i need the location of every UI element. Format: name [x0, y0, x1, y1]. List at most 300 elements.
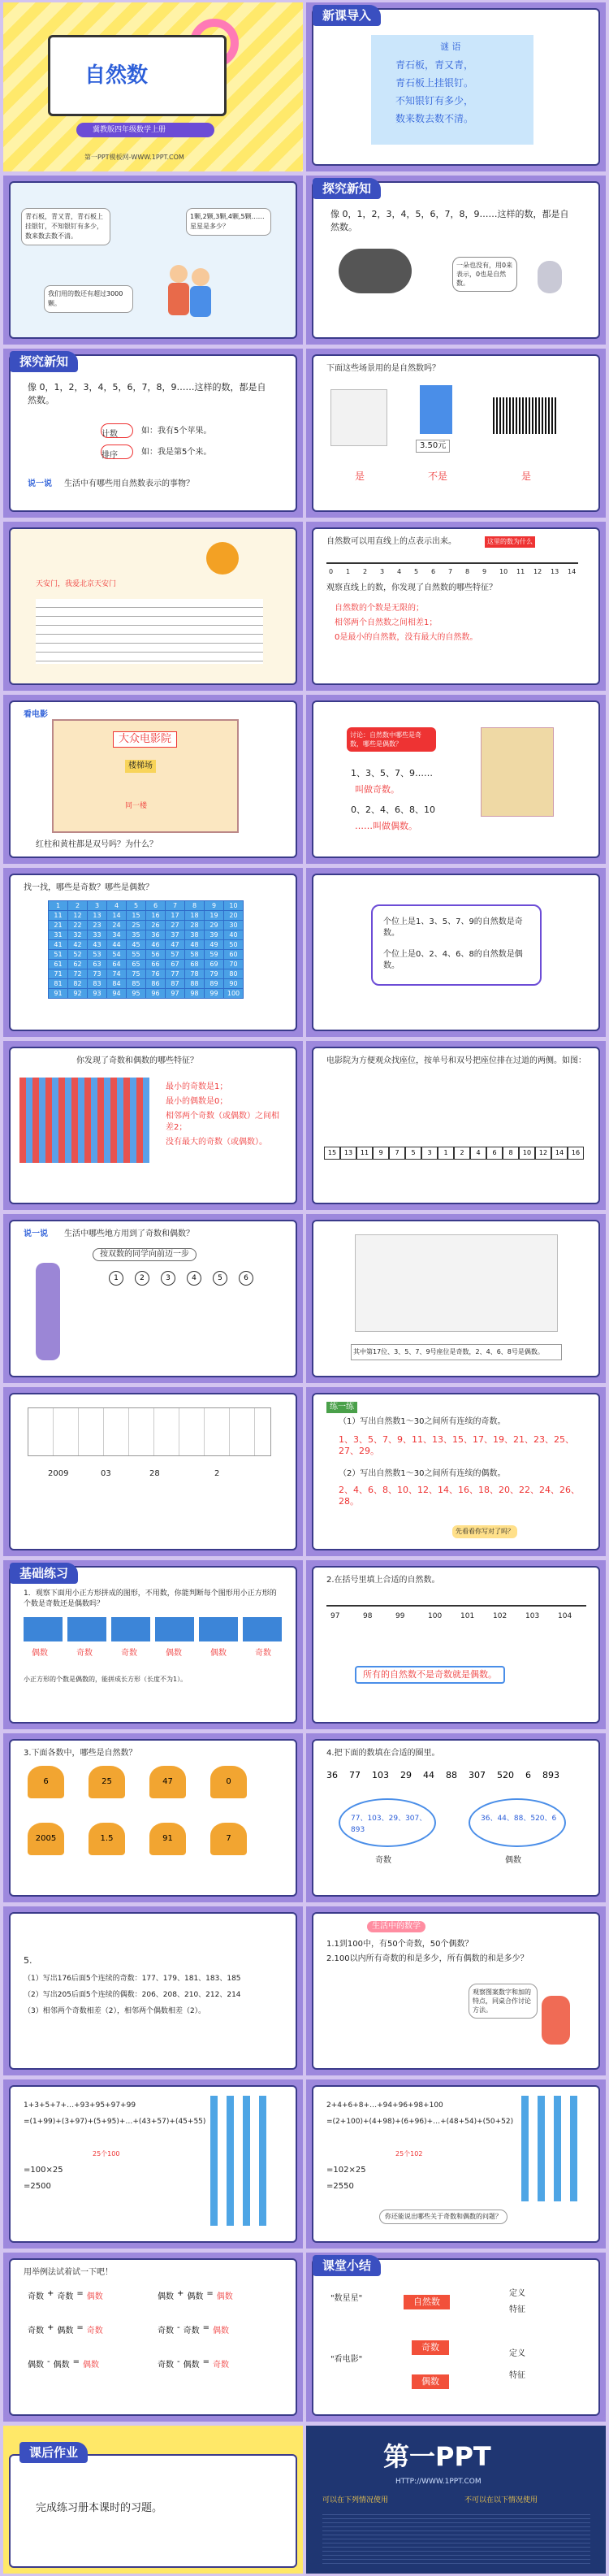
rule-token: -	[47, 2357, 50, 2366]
tick-label: 6	[431, 568, 436, 575]
chart-cell: 86	[146, 979, 166, 989]
slide-header: 课堂小结	[313, 2255, 381, 2276]
chart-cell: 65	[127, 960, 146, 969]
say-tag: 说一说	[24, 1229, 48, 1238]
chart-cell: 25	[127, 921, 146, 930]
chart-cell: 87	[166, 979, 185, 989]
chart-cell: 21	[49, 921, 68, 930]
feature-item: 相邻两个自然数之间相差1；	[335, 618, 438, 627]
sun-icon	[206, 542, 239, 575]
tick-label: 3	[380, 568, 385, 575]
riddle-line: 数来数去数不清。	[395, 113, 474, 124]
seat: 14	[551, 1147, 568, 1160]
chart-cell: 56	[146, 950, 166, 960]
answer-label: 是	[521, 471, 532, 482]
right-title: 不可以在以下情况使用	[464, 2496, 538, 2504]
chart-cell: 3	[88, 901, 107, 911]
seat: 13	[340, 1147, 356, 1160]
question: （2）写出自然数1～30之间所有连续的偶数。	[339, 1469, 506, 1478]
tip-bubble: 你还能说出哪些关于奇数和偶数的问题？	[379, 2210, 508, 2224]
chart-cell: 75	[127, 969, 146, 979]
list-number: 44	[423, 1770, 434, 1780]
chart-cell: 24	[107, 921, 127, 930]
number-label: 03	[101, 1469, 111, 1478]
seat: 12	[535, 1147, 551, 1160]
leaf-number: 6	[28, 1766, 64, 1798]
slide-homework	[3, 2426, 303, 2574]
rule-token: 奇数	[158, 2327, 174, 2335]
milk-image	[420, 385, 452, 434]
chart-cell: 29	[205, 921, 224, 930]
definition-text: 像 0，1，2，3，4，5，6，7，8，9……这样的数，都是自然数。	[330, 209, 569, 232]
summary-box: 奇数	[412, 2340, 449, 2355]
slide-header: 新课导入	[313, 5, 381, 26]
chart-cell: 90	[224, 979, 244, 989]
chart-cell: 76	[146, 969, 166, 979]
discussion-bubble: 讨论：自然数中哪些是奇数，哪些是偶数？	[347, 727, 436, 752]
summary-right: 特征	[509, 2305, 525, 2314]
seat-map-image	[355, 1234, 558, 1332]
riddle-line: 青石板上挂银钉。	[395, 77, 474, 89]
chart-cell: 58	[185, 950, 205, 960]
chart-cell: 96	[146, 989, 166, 999]
slide-number-line	[306, 522, 606, 691]
chart-cell: 80	[224, 969, 244, 979]
tick-label: 13	[551, 568, 559, 575]
banner: 按双数的同学向前迈一步	[93, 1248, 197, 1261]
leaf-number: 2005	[28, 1823, 64, 1855]
number-label: 2009	[48, 1469, 69, 1478]
chart-cell: 17	[166, 911, 185, 921]
slide-example-rules	[3, 2253, 303, 2422]
seat: 7	[389, 1147, 405, 1160]
even-rule: 个位上是0、2、4、6、8的自然数是偶数。	[383, 950, 523, 970]
slide-basic-5	[3, 1906, 303, 2075]
parity-label: 奇数	[121, 1649, 137, 1658]
seat: 4	[470, 1147, 486, 1160]
chart-cell: 42	[68, 940, 88, 950]
leaf-number: 25	[89, 1766, 125, 1798]
chart-cell: 52	[68, 950, 88, 960]
equation-line: =100×25	[24, 2166, 63, 2175]
chart-cell: 33	[88, 930, 107, 940]
equation-line: =2550	[326, 2182, 354, 2191]
fine-print	[322, 2511, 590, 2564]
seat: 1	[438, 1147, 454, 1160]
number-list	[326, 1770, 559, 1780]
rule-token: 奇数	[158, 2361, 174, 2370]
seat: 10	[519, 1147, 535, 1160]
chart-cell: 37	[166, 930, 185, 940]
note-bubble: 一朵也没有，用0来表示，0也是自然数。	[452, 257, 517, 292]
teacher-figure	[36, 1263, 60, 1360]
rule-token: 奇数	[28, 2327, 44, 2335]
chart-cell: 60	[224, 950, 244, 960]
student-numbers	[109, 1271, 253, 1286]
rule-token: =	[206, 2289, 214, 2298]
chart-cell: 26	[146, 921, 166, 930]
rule-row	[158, 2323, 229, 2335]
list-number: 6	[525, 1770, 531, 1780]
rule-token: 偶数	[183, 2361, 200, 2370]
slide-stars	[3, 176, 303, 345]
list-number: 520	[497, 1770, 514, 1780]
slide-cover	[3, 2, 303, 171]
slide-header: 探究新知	[10, 351, 78, 372]
chart-cell: 13	[88, 911, 107, 921]
slide-body	[312, 1912, 600, 2070]
chart-cell: 73	[88, 969, 107, 979]
rule-token: 奇数	[213, 2361, 229, 2370]
chart-cell: 50	[224, 940, 244, 950]
chart-cell: 30	[224, 921, 244, 930]
leaf-number: 91	[149, 1823, 186, 1855]
calendar-image	[330, 389, 387, 446]
rule-token: 偶数	[187, 2292, 204, 2301]
summary-box: 自然数	[404, 2295, 450, 2309]
chart-cell: 89	[205, 979, 224, 989]
list-number: 103	[372, 1770, 389, 1780]
seat: 5	[405, 1147, 421, 1160]
question-tag: 这里的数为什么	[485, 536, 535, 548]
chart-cell: 2	[68, 901, 88, 911]
answer-label: 不是	[428, 471, 448, 482]
rule-token: 偶数	[53, 2361, 70, 2370]
rule-row	[158, 2289, 233, 2301]
tag: 看电影	[24, 710, 48, 719]
tag: 生活中的数学	[367, 1921, 425, 1932]
chart-cell: 48	[185, 940, 205, 950]
rule-token: 偶数	[213, 2327, 229, 2335]
chart-cell: 57	[166, 950, 185, 960]
chart-cell: 70	[224, 960, 244, 969]
number-bar	[554, 2096, 561, 2201]
chart-cell: 18	[185, 911, 205, 921]
feature-item: 最小的偶数是0；	[166, 1097, 228, 1106]
chart-cell: 84	[107, 979, 127, 989]
slide-song	[3, 522, 303, 691]
slide-basic-2	[306, 1560, 606, 1729]
answer: 2、4、6、8、10、12、14、16、18、20、22、24、26、28。	[339, 1485, 580, 1507]
ruler	[326, 1605, 586, 1607]
conclusion: 所有的自然数不是奇数就是偶数。	[355, 1666, 505, 1684]
slide-explore-2	[3, 349, 303, 518]
chart-cell: 81	[49, 979, 68, 989]
feature-item: 相邻两个奇数（或偶数）之间相差2；	[166, 1112, 279, 1132]
chart-cell: 27	[166, 921, 185, 930]
summary-right: 特征	[509, 2371, 525, 2380]
chart-cell: 1	[49, 901, 68, 911]
question: 4.把下面的数填在合适的圈里。	[326, 1749, 440, 1758]
rule-token: =	[76, 2323, 84, 2332]
chart-cell: 19	[205, 911, 224, 921]
chart-cell: 22	[68, 921, 88, 930]
chart-cell: 78	[185, 969, 205, 979]
question: 观察直线上的数，你发现了自然数的哪些特征？	[326, 583, 497, 592]
number-label: 2	[214, 1469, 220, 1478]
chart-cell: 38	[185, 930, 205, 940]
note: 小正方形的个数是偶数的，能拼成长方形（长度不为1）。	[24, 1676, 188, 1683]
list-number: 88	[446, 1770, 457, 1780]
order-example: 如：我是第5个来。	[141, 448, 212, 457]
count-label: 计数	[101, 423, 133, 438]
caption: 其中第17位、3、5、7、9号座位是奇数，2、4、6、8号是偶数。	[351, 1344, 562, 1360]
tick-label: 11	[516, 568, 525, 575]
question: 2.100以内所有奇数的和是多少，所有偶数的和是多少？	[326, 1954, 529, 1963]
riddle-title: 谜 语	[440, 41, 461, 52]
chart-cell: 4	[107, 901, 127, 911]
rule-token: =	[202, 2323, 209, 2332]
chart-cell: 88	[185, 979, 205, 989]
chart-cell: 14	[107, 911, 127, 921]
cover-title: 自然数	[84, 63, 149, 88]
chart-cell: 98	[185, 989, 205, 999]
slide-body	[312, 1566, 600, 1724]
number-bar	[521, 2096, 529, 2201]
odd-label: 叫做奇数。	[355, 784, 400, 795]
chart-cell: 63	[88, 960, 107, 969]
chart-cell: 44	[107, 940, 127, 950]
tick-label: 10	[499, 568, 508, 575]
chart-cell: 43	[88, 940, 107, 950]
homework-text: 完成练习册本课时的习题。	[36, 2502, 163, 2514]
count-note: 25个100	[93, 2150, 120, 2158]
seat: 3	[421, 1147, 438, 1160]
chart-cell: 54	[107, 950, 127, 960]
tick-label: 7	[448, 568, 453, 575]
slide-header: 课后作业	[19, 2442, 88, 2463]
barcode-image	[493, 397, 558, 434]
price-tag: 3.50元	[416, 440, 450, 453]
odd-label: 奇数	[375, 1856, 391, 1865]
count-example: 如：我有5个苹果。	[141, 427, 212, 436]
slide-seats	[306, 1041, 606, 1210]
order-label: 排序	[101, 445, 133, 459]
question: 5.	[24, 1955, 32, 1966]
rule-token: 偶数	[86, 2292, 103, 2301]
rule-token: 奇数	[28, 2292, 44, 2301]
equation-line: 2+4+6+8+…+94+96+98+100	[326, 2101, 443, 2110]
count-note: 25个102	[395, 2150, 423, 2158]
cover-subtitle: 冀教版四年级数学上册	[93, 126, 166, 134]
rule-row	[28, 2289, 103, 2301]
slide-body	[9, 181, 297, 339]
chart-cell: 15	[127, 911, 146, 921]
slide-basic-3	[3, 1733, 303, 1902]
chart-cell: 11	[49, 911, 68, 921]
seat-row	[324, 1147, 584, 1160]
riddle-line: 不知银钉有多少，	[395, 95, 474, 106]
chart-cell: 47	[166, 940, 185, 950]
slide-header: 探究新知	[313, 178, 381, 199]
rule-token: 偶数	[83, 2361, 99, 2370]
speech-bubble: 我们用的数还有超过3000颗。	[44, 285, 133, 313]
list-number: 29	[400, 1770, 412, 1780]
equation-line: 1+3+5+7+…+93+95+97+99	[24, 2101, 136, 2110]
list-number: 36	[326, 1770, 338, 1780]
slide-basic-4	[306, 1733, 606, 1902]
chart-cell: 32	[68, 930, 88, 940]
leaf-number: 47	[149, 1766, 186, 1798]
rule-token: =	[202, 2357, 209, 2366]
rule-token: 偶数	[28, 2361, 44, 2370]
slide-intro	[306, 2, 606, 171]
list-number: 77	[349, 1770, 361, 1780]
slide-odd-even-def	[306, 695, 606, 864]
chart-cell: 55	[127, 950, 146, 960]
intro-text: 自然数可以用直线上的点表示出来。	[326, 537, 456, 546]
odd-rule: 个位上是1、3、5、7、9的自然数是奇数。	[383, 917, 523, 938]
rule-row	[158, 2357, 229, 2370]
number-bar	[210, 2096, 218, 2226]
slide-practice-1	[306, 1387, 606, 1556]
student-number: 4	[187, 1271, 201, 1286]
chart-cell: 79	[205, 969, 224, 979]
chart-cell: 23	[88, 921, 107, 930]
ruler-tick: 104	[558, 1612, 572, 1620]
url: HTTP://WWW.1PPT.COM	[395, 2478, 482, 2486]
say-tag: 说一说	[28, 479, 52, 488]
tick-label: 0	[329, 568, 334, 575]
feature-item: 0是最小的自然数，没有最大的自然数。	[335, 633, 478, 642]
chart-cell: 7	[166, 901, 185, 911]
chart-cell: 28	[185, 921, 205, 930]
ruler-tick: 97	[330, 1612, 340, 1620]
chart-cell: 34	[107, 930, 127, 940]
chart-cell: 93	[88, 989, 107, 999]
notepad-image	[481, 727, 554, 817]
parity-label: 偶数	[32, 1649, 48, 1658]
rule-token: 奇数	[86, 2327, 103, 2335]
chart-cell: 71	[49, 969, 68, 979]
slide-cinema	[3, 695, 303, 864]
chart-cell: 61	[49, 960, 68, 969]
leaf-number: 1.5	[89, 1823, 125, 1855]
chart-cell: 100	[224, 989, 244, 999]
tick-label: 12	[533, 568, 542, 575]
door-label: 楼梯场	[125, 760, 156, 773]
rule-token: 偶数	[57, 2327, 74, 2335]
summary-box: 偶数	[412, 2374, 449, 2389]
slide-id-card	[3, 1387, 303, 1556]
slide-body	[312, 700, 600, 858]
chart-cell: 53	[88, 950, 107, 960]
slide-end	[306, 2426, 606, 2574]
chart-cell: 31	[49, 930, 68, 940]
chart-cell: 94	[107, 989, 127, 999]
chart-cell: 68	[185, 960, 205, 969]
seat: 15	[324, 1147, 340, 1160]
rule-row	[28, 2357, 99, 2370]
slide-basic-1	[3, 1560, 303, 1729]
question: 生活中哪些地方用到了奇数和偶数？	[64, 1229, 194, 1238]
even-example: 0、2、4、6、8、10	[351, 804, 435, 815]
chart-cell: 92	[68, 989, 88, 999]
chart-cell: 77	[166, 969, 185, 979]
chart-cell: 95	[127, 989, 146, 999]
chart-cell: 5	[127, 901, 146, 911]
answer-line: （3）相邻两个奇数相差（2），相邻两个偶数相差（2）。	[24, 2007, 206, 2015]
seat: 6	[486, 1147, 503, 1160]
sheet-music	[36, 599, 263, 664]
rule-token: -	[177, 2323, 180, 2332]
leaf-number: 0	[210, 1766, 247, 1798]
rule-token: -	[177, 2357, 180, 2366]
student-number: 6	[239, 1271, 253, 1286]
odd-example: 1、3、5、7、9……	[351, 768, 433, 778]
student-number: 5	[213, 1271, 227, 1286]
chart-cell: 72	[68, 969, 88, 979]
student-number: 3	[161, 1271, 175, 1286]
even-label: ……叫做偶数。	[355, 821, 417, 831]
tick-label: 9	[482, 568, 487, 575]
equation-line: =(1+99)+(3+97)+(5+95)+…+(43+57)+(45+55)	[24, 2118, 206, 2126]
equation-line: =2500	[24, 2182, 51, 2191]
even-values: 36、44、88、520、6	[481, 1815, 557, 1823]
chart-cell: 83	[88, 979, 107, 989]
tick-label: 8	[465, 568, 470, 575]
slide-summary	[306, 2253, 606, 2422]
tip-bubble: 观察图案数字和加的特点，同桌合作讨论方法。	[469, 1984, 538, 2019]
rule-token: =	[72, 2357, 80, 2366]
chart-cell: 66	[146, 960, 166, 969]
rule-token: +	[47, 2289, 54, 2298]
ruler-tick: 102	[493, 1612, 508, 1620]
question: （1）写出自然数1～30之间所有连续的奇数。	[339, 1417, 506, 1426]
chart-cell: 10	[224, 901, 244, 911]
chart-cell: 46	[146, 940, 166, 950]
left-title: 可以在下列情况使用	[322, 2496, 389, 2504]
chart-cell: 67	[166, 960, 185, 969]
intro-text: 电影院为方便观众找座位，按单号和双号把座位排在过道的两侧。如图：	[326, 1056, 586, 1065]
seat: 9	[373, 1147, 389, 1160]
song-caption: 天安门，我爱北京天安门	[36, 580, 117, 588]
slide-title: 你发现了奇数和偶数的哪些特征？	[76, 1056, 198, 1065]
chart-cell: 45	[127, 940, 146, 950]
rule-token: +	[47, 2323, 54, 2332]
seat: 11	[356, 1147, 373, 1160]
cat-icon	[538, 261, 562, 293]
chart-cell: 9	[205, 901, 224, 911]
chart-cell: 59	[205, 950, 224, 960]
rule-token: 偶数	[158, 2292, 174, 2301]
list-number: 893	[542, 1770, 559, 1780]
equation-line: =102×25	[326, 2166, 366, 2175]
square-figures	[24, 1617, 283, 1641]
ruler-tick: 98	[363, 1612, 373, 1620]
ruler-tick: 100	[428, 1612, 443, 1620]
seat: 16	[568, 1147, 584, 1160]
chart-cell: 49	[205, 940, 224, 950]
number-bar	[570, 2096, 577, 2201]
tick-label: 1	[346, 568, 351, 575]
leaf-number: 7	[210, 1823, 247, 1855]
answer-line: （2）写出205后面5个连续的偶数：206、208、210、212、214	[24, 1991, 241, 1999]
tick-label: 14	[568, 568, 577, 575]
ruler-tick: 103	[525, 1612, 540, 1620]
feature-item: 没有最大的奇数（或偶数）。	[166, 1138, 267, 1147]
chart-cell: 64	[107, 960, 127, 969]
number-label: 28	[149, 1469, 160, 1478]
children-illustration	[166, 265, 214, 322]
student-number: 2	[135, 1271, 149, 1286]
hundred-chart	[48, 900, 244, 999]
rule-row	[28, 2323, 103, 2335]
chart-cell: 85	[127, 979, 146, 989]
chart-cell: 36	[146, 930, 166, 940]
chart-cell: 91	[49, 989, 68, 999]
number-bar	[259, 2096, 266, 2226]
